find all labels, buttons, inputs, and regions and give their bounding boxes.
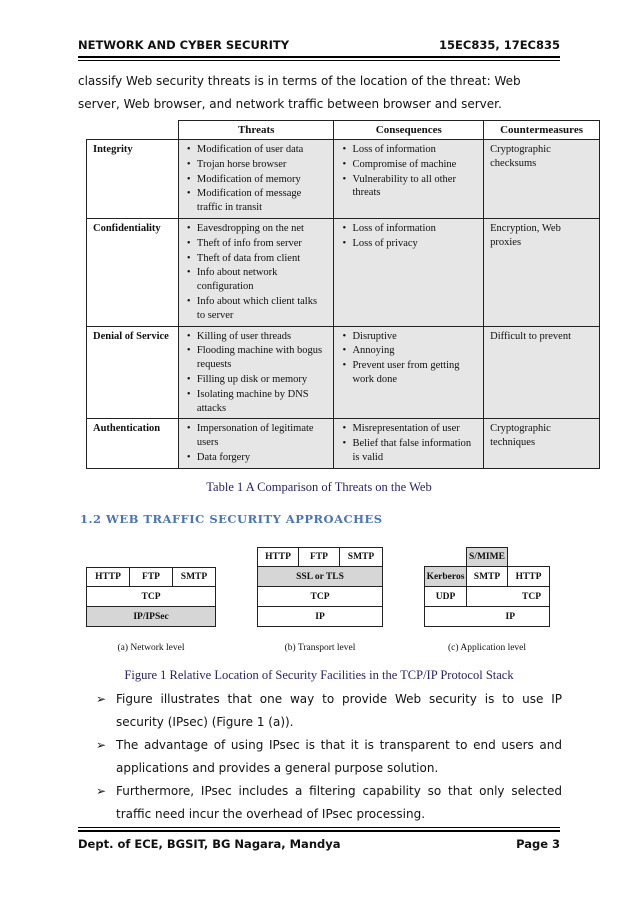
list-item: [96, 734, 562, 780]
stack-c-kerberos: Kerberos: [424, 566, 467, 587]
list-item: • Belief that false information is valid: [352, 437, 477, 465]
stack-c-http: HTTP: [507, 566, 550, 587]
header-rule-thin: [78, 60, 560, 61]
stack-a-http: HTTP: [86, 567, 130, 587]
header-rule: [78, 56, 560, 58]
stack-c-smtp: SMTP: [466, 566, 508, 587]
cell-threats: [178, 419, 334, 468]
stack-b-ssl-tls: SSL or TLS: [257, 566, 383, 587]
list-item: • Modification of user data: [197, 143, 328, 157]
header-title: NETWORK AND CYBER SECURITY: [78, 38, 290, 52]
row-label: Denial of Service: [87, 326, 179, 419]
stack-a-ftp: FTP: [129, 567, 173, 587]
list-item: • Loss of information: [352, 143, 477, 157]
stack-c-tcp: TCP: [466, 586, 550, 607]
table-row: [87, 419, 600, 468]
list-item: • Annoying: [352, 344, 477, 358]
bullet-text: Furthermore, IPsec includes a filtering capability so that only selected traffic need incur the overhead of IPsec processing.: [116, 784, 562, 821]
cell-countermeasures: Cryptographic checksums: [484, 140, 600, 219]
figure-c-label: (c) Application level: [447, 643, 527, 653]
threats-table: [86, 120, 600, 469]
table-corner: [87, 121, 179, 140]
cell-countermeasures: Encryption, Web proxies: [484, 218, 600, 326]
table-row: [87, 218, 600, 326]
list-item: [96, 780, 562, 826]
list-item: • Modification of memory: [197, 173, 328, 187]
row-label: Authentication: [87, 419, 179, 468]
list-item: • Data forgery: [197, 451, 328, 465]
cell-threats: [178, 140, 334, 219]
cell-consequences: [334, 140, 484, 219]
stack-a-ip-ipsec: IP/IPSec: [86, 606, 216, 627]
cell-consequences: [334, 326, 484, 419]
table-row: [87, 326, 600, 419]
figure-b-label: (b) Transport level: [284, 643, 356, 653]
footer-department: Dept. of ECE, BGSIT, BG Nagara, Mandya: [78, 837, 341, 851]
table-header-row: [87, 121, 600, 140]
table-row: [87, 140, 600, 219]
stack-c-udp: UDP: [424, 586, 467, 607]
stack-b-smtp: SMTP: [339, 547, 383, 567]
stack-b-tcp: TCP: [257, 586, 383, 607]
footer-rule: [78, 830, 560, 832]
list-item: • Misrepresentation of user: [352, 422, 477, 436]
list-item: • Theft of info from server: [197, 237, 328, 251]
list-item: • Flooding machine with bogus requests: [197, 344, 328, 372]
stack-a-smtp: SMTP: [172, 567, 216, 587]
col-header-consequences: Consequences: [334, 121, 484, 140]
cell-threats: [178, 326, 334, 419]
header-course-code: 15EC835, 17EC835: [439, 38, 560, 52]
list-item: • Disruptive: [352, 330, 477, 344]
stack-b-http: HTTP: [257, 547, 299, 567]
list-item: • Compromise of machine: [352, 158, 477, 172]
arrow-bullet-icon: ➢: [96, 692, 107, 706]
intro-paragraph: classify Web security threats is in terms of the location of the threat: Web server, Web browser, and network traffic between browser and server.: [78, 74, 521, 111]
list-item: • Info about which client talks to server: [197, 295, 328, 323]
list-item: • Prevent user from getting work done: [352, 359, 477, 387]
cell-threats: [178, 218, 334, 326]
page-footer: [78, 837, 560, 851]
list-item: • Killing of user threads: [197, 330, 328, 344]
list-item: • Info about network configuration: [197, 266, 328, 294]
page-header: [78, 38, 560, 54]
arrow-bullet-icon: ➢: [96, 738, 107, 752]
list-item: [96, 688, 562, 734]
list-item: • Vulnerability to all other threats: [352, 173, 477, 201]
list-item: • Loss of privacy: [352, 237, 477, 251]
cell-countermeasures: Cryptographic techniques: [484, 419, 600, 468]
stack-a-tcp: TCP: [86, 586, 216, 607]
section-heading: 1.2 WEB TRAFFIC SECURITY APPROACHES: [80, 512, 383, 526]
footer-rule-thin: [78, 827, 560, 828]
cell-countermeasures: Difficult to prevent: [484, 326, 600, 419]
arrow-bullet-icon: ➢: [96, 784, 107, 798]
col-header-countermeasures: Countermeasures: [484, 121, 600, 140]
list-item: • Impersonation of legitimate users: [197, 422, 328, 450]
col-header-threats: Threats: [178, 121, 334, 140]
cell-consequences: [334, 218, 484, 326]
footer-page-number: Page 3: [516, 837, 560, 851]
stack-b-ftp: FTP: [298, 547, 340, 567]
list-item: • Eavesdropping on the net: [197, 222, 328, 236]
list-item: • Isolating machine by DNS attacks: [197, 388, 328, 416]
list-item: • Filling up disk or memory: [197, 373, 328, 387]
list-item: • Theft of data from client: [197, 252, 328, 266]
list-item: • Modification of message traffic in transit: [197, 187, 328, 215]
cell-consequences: [334, 419, 484, 468]
row-label: Confidentiality: [87, 218, 179, 326]
figure-a-label: (a) Network level: [117, 643, 185, 653]
stack-c-ip: IP: [424, 606, 550, 627]
stack-b-ip: IP: [257, 606, 383, 627]
bullet-list: [96, 688, 562, 826]
figure-caption: Figure 1 Relative Location of Security Facilities in the TCP/IP Protocol Stack: [124, 668, 514, 682]
stack-c-smime: S/MIME: [466, 547, 508, 567]
bullet-text: The advantage of using IPsec is that it is transparent to end users and applications and provides a general purpose solution.: [116, 738, 562, 775]
list-item: • Loss of information: [352, 222, 477, 236]
list-item: • Trojan horse browser: [197, 158, 328, 172]
bullet-text: Figure illustrates that one way to provide Web security is to use IP security (IPsec) (Figure 1 (a)).: [116, 692, 562, 729]
table-caption: Table 1 A Comparison of Threats on the Web: [206, 480, 432, 494]
row-label: Integrity: [87, 140, 179, 219]
